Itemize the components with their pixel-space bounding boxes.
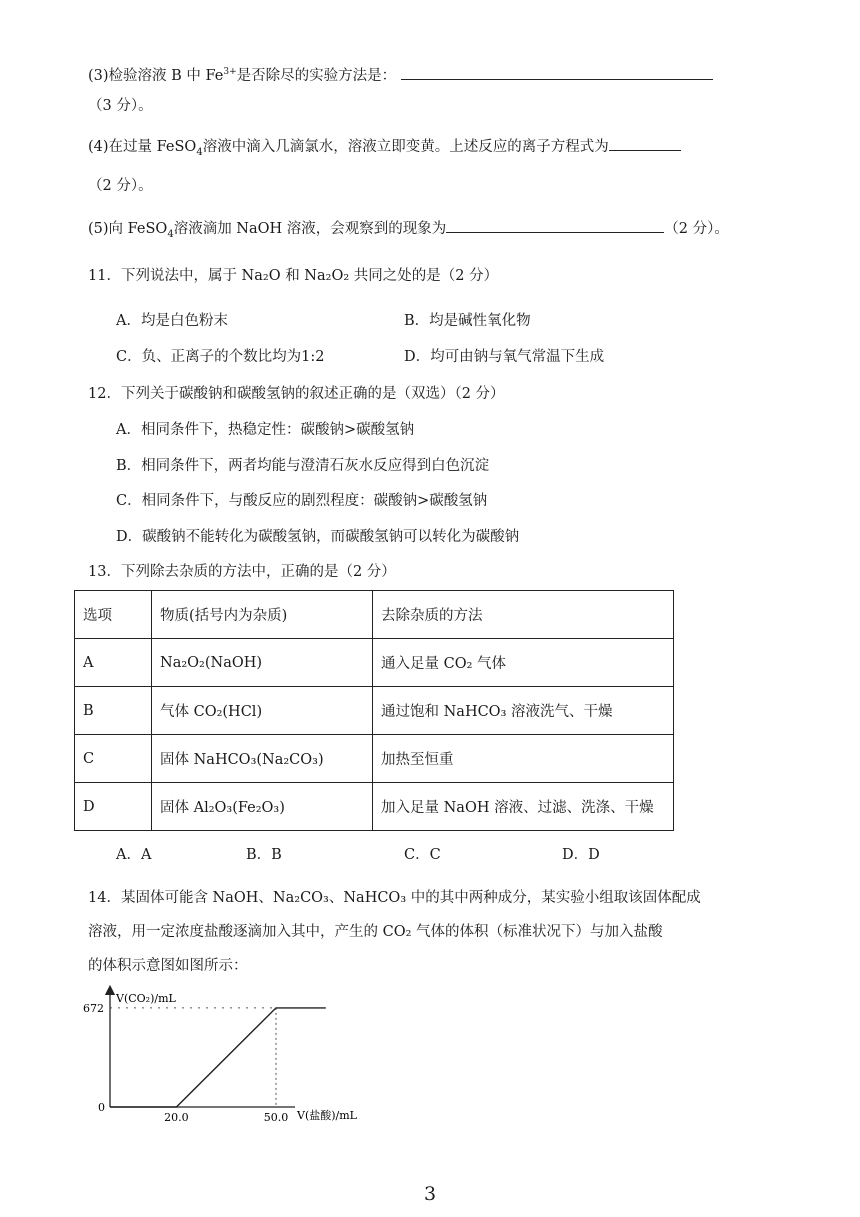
series-line: [110, 1008, 326, 1107]
origin-label: 0: [98, 1101, 105, 1114]
q12-option-a[interactable]: A．相同条件下，热稳定性：碳酸钠>碳酸氢钠: [116, 422, 415, 438]
q13-option-d[interactable]: D．D: [562, 847, 600, 863]
q14-line3: 的体积示意图如图所示：: [88, 958, 248, 974]
table-cell: 加入足量 NaOH 溶液、过滤、洗涤、干燥: [373, 783, 674, 831]
impurity-table: [74, 590, 674, 831]
x-axis-label: V(盐酸)/mL: [297, 1109, 357, 1122]
table-cell: 固体 Al₂O₃(Fe₂O₃): [152, 783, 373, 831]
table-row: [75, 735, 674, 783]
q12-stem: 12．下列关于碳酸钠和碳酸氢钠的叙述正确的是（双选）（2 分）: [88, 386, 505, 402]
q12-option-b[interactable]: B．相同条件下，两者均能与澄清石灰水反应得到白色沉淀: [116, 458, 490, 474]
table-row: [75, 687, 674, 735]
q13-stem: 13．下列除去杂质的方法中，正确的是（2 分）: [88, 564, 396, 580]
q12-option-d[interactable]: D．碳酸钠不能转化为碳酸氢钠，而碳酸氢钠可以转化为碳酸钠: [116, 529, 520, 545]
q11-option-b[interactable]: B．均是碱性氧化物: [404, 313, 531, 329]
table-cell: 加热至恒重: [373, 735, 674, 783]
table-row: [75, 639, 674, 687]
y-tick-label-672: 672: [83, 1001, 104, 1015]
table-row: [75, 783, 674, 831]
answer-blank[interactable]: [609, 136, 681, 151]
q11-stem: 11．下列说法中，属于 Na₂O 和 Na₂O₂ 共同之处的是（2 分）: [88, 268, 499, 284]
x-tick-label-50: 50.0: [263, 1111, 289, 1124]
table-cell: C: [75, 735, 152, 783]
header-cell: 去除杂质的方法: [373, 591, 674, 639]
q10-part4-score: （2 分）。: [88, 178, 153, 194]
answer-blank[interactable]: [401, 65, 713, 80]
q10-part5: (5)向 FeSO$_4$溶液滴加 NaOH 溶液，会观察到的现象为 （2 分）。: [88, 218, 729, 245]
q14-line1: 14．某固体可能含 NaOH、Na₂CO₃、NaHCO₃ 中的其中两种成分，某实验小组取该固体配成: [88, 890, 701, 906]
table-header-row: [75, 591, 674, 639]
answer-blank[interactable]: [446, 218, 664, 233]
x-tick-label-20: 20.0: [164, 1111, 189, 1124]
header-cell: 选项: [75, 591, 152, 639]
y-axis-label: V(CO₂)/mL: [116, 992, 176, 1005]
q11-option-c[interactable]: C．负、正离子的个数比均为1:2: [116, 349, 325, 365]
q13-option-a[interactable]: A．A: [116, 847, 152, 863]
co2-volume-chart: [70, 985, 390, 1130]
q10-part3: (3)检验溶液 B 中 $Fe^{3+}$是否除尽的实验方法是：: [88, 62, 713, 86]
page-number: 3: [423, 1183, 437, 1205]
table-cell: 通入足量 CO₂ 气体: [373, 639, 674, 687]
q12-option-c[interactable]: C．相同条件下，与酸反应的剧烈程度：碳酸钠>碳酸氢钠: [116, 493, 488, 509]
q13-option-c[interactable]: C．C: [404, 847, 441, 863]
table-cell: A: [75, 639, 152, 687]
table-cell: 通过饱和 NaHCO₃ 溶液洗气、干燥: [373, 687, 674, 735]
table-cell: D: [75, 783, 152, 831]
q10-part4: (4)在过量 FeSO$_4$溶液中滴入几滴氯水，溶液立即变黄。上述反应的离子方程式为: [88, 136, 681, 163]
table-cell: Na₂O₂(NaOH): [152, 639, 373, 687]
q10-part3-score: （3 分）。: [88, 98, 153, 114]
q11-option-d[interactable]: D．均可由钠与氧气常温下生成: [404, 349, 605, 365]
table-cell: 固体 NaHCO₃(Na₂CO₃): [152, 735, 373, 783]
q11-option-a[interactable]: A．均是白色粉末: [116, 313, 228, 329]
table-cell: B: [75, 687, 152, 735]
q14-line2: 溶液，用一定浓度盐酸逐滴加入其中，产生的 CO₂ 气体的体积（标准状况下）与加入盐酸: [88, 924, 663, 940]
header-cell: 物质(括号内为杂质): [152, 591, 373, 639]
table-cell: 气体 CO₂(HCl): [152, 687, 373, 735]
q13-option-b[interactable]: B．B: [246, 847, 282, 863]
